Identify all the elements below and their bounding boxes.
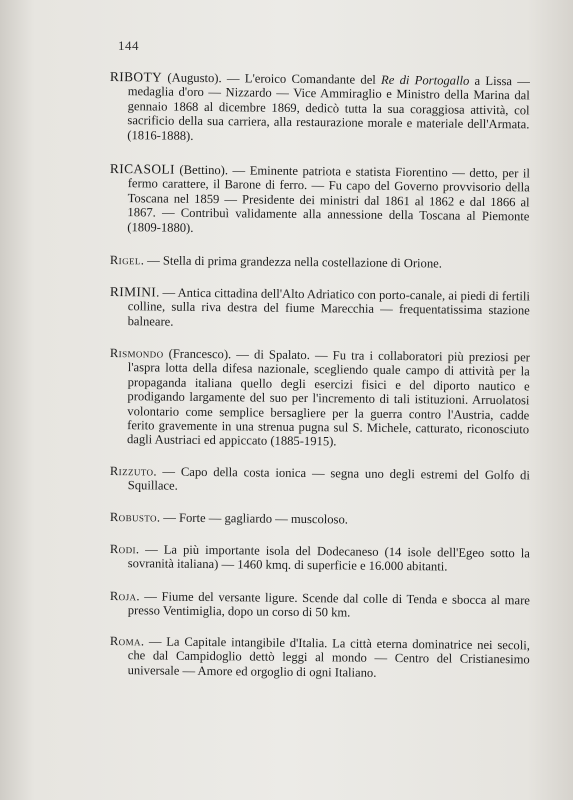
entry-text: . — Capo della costa ionica — segna uno degli estremi del Golfo di Squillace. — [127, 463, 530, 493]
entry-riboty — [109, 70, 530, 146]
entry-text: . — La più importante isola del Dodecaneso (14 isole dell'Egeo sotto la sovranità italiana) — 1460 kmq. di superficie e 16.000 abitanti. — [127, 542, 530, 574]
headword: Robusto — [109, 510, 158, 525]
entry-text: . — Antica cittadina dell'Alto Adriatico con porto-canale, ai piedi di fertili colline, sulla riva destra del fiume Marecchia — frequentatissima stazione balneare. — [127, 285, 530, 329]
entry-text: . — Stella di prima grandezza nella costellazione di Orione. — [140, 253, 442, 271]
entry-text: a Lissa — medaglia d'oro — Nizzardo — Vice Ammiraglio e Ministro della Marina dal gennaio 1868 al dicembre 1869, dedicò tutta la sua coraggiosa attività, col sacrificio della sua carriera, alla restaurazione morale e materiale dell'Armata. (1816-1888). — [127, 73, 530, 143]
headword: RIBOTY — [109, 69, 163, 85]
entry-text: . — Forte — gagliardo — muscoloso. — [156, 510, 349, 527]
entry-text: (Augusto). — L'eroico Comandante del — [162, 70, 382, 87]
entry-text: . — Fiume del versante ligure. Scende dal colle di Tenda e sbocca al mare presso Ventimiglia, dopo un corso di 50 km. — [127, 588, 530, 620]
entry-roma — [110, 634, 530, 682]
ship-name: Re di Portogallo — [381, 72, 470, 88]
entry-text: (Bettino). — Eminente patriota e statista Fiorentino — detto, per il fermo carattere, il Barone di ferro. — Fu capo del Governo provvisorio della Toscana nel 1859 — Presidente dei ministri dal 1861 al 1862 e dal 1866 al 1867. — Contribuì validamente alla annessione della Toscana al Piemonte (1809-1880). — [127, 162, 530, 235]
entry-rizzuto — [110, 464, 530, 497]
entry-rismondo — [109, 346, 530, 451]
headword: Rigel — [109, 253, 141, 268]
headword: Roja — [109, 588, 137, 603]
entry-text: . — La Capitale intangibile d'Italia. La città eterna dominatrice nei secoli, che dal Campidoglio dettò leggi al mondo — Centro del Cristianesimo universale — Amore ed orgoglio di ogni Italiano. — [127, 634, 530, 680]
headword: RIMINI — [109, 284, 157, 300]
entry-ricasoli — [109, 162, 530, 238]
headword: Rizzuto — [109, 463, 154, 478]
entry-rigel — [110, 253, 530, 272]
entry-robusto — [110, 510, 530, 529]
entry-rimini — [110, 285, 530, 333]
entry-text: (Francesco). — di Spalato. — Fu tra i collaboratori più preziosi per l'aspra lotta della difesa nazionale, scegliendo quale campo di attività per la propaganda italiana quello degli esercizi fisici e del diporto nautico e prodigando largamente del suo per l'incremento di tali istituzioni. Arruolatosi volontario come semplice bersagliere per la guerra contro l'Austria, cadde ferito gravemente in una strenua pugna sul S. Michele, catturato, riconosciuto dagli Austriaci ed appiccato (1885-1915). — [126, 346, 530, 449]
headword: Roma — [109, 634, 142, 649]
entry-roja — [110, 589, 530, 622]
dictionary-entries — [110, 70, 530, 678]
page-number: 144 — [118, 38, 139, 53]
headword: Rismondo — [109, 345, 164, 361]
headword: RICASOLI — [109, 161, 175, 177]
entry-rodi — [110, 542, 530, 575]
headword: Rodi — [109, 541, 136, 557]
